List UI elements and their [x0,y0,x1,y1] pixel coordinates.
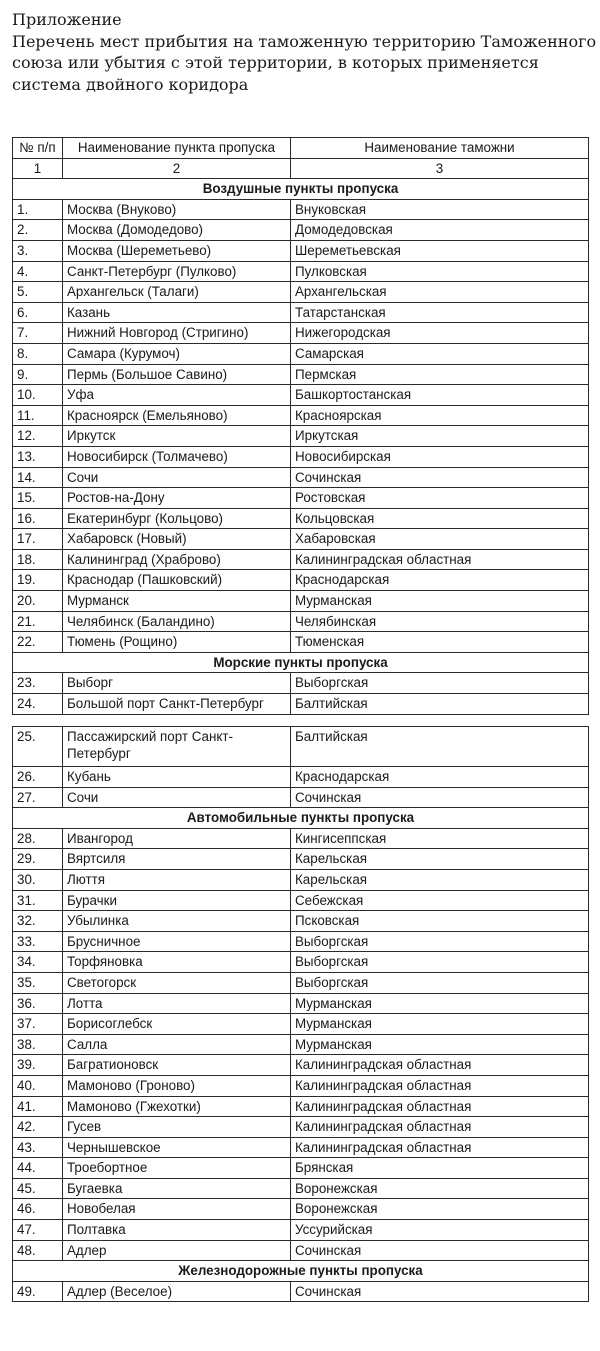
row-number-cell: 10. [13,385,63,406]
customs-name-cell: Новосибирская [291,446,589,467]
section-header-row [13,1261,589,1282]
row-number-cell: 23. [13,673,63,694]
customs-name-cell: Мурманская [291,591,589,612]
checkpoint-name-cell: Челябинск (Баландино) [63,611,291,632]
customs-name-cell: Шереметьевская [291,240,589,261]
checkpoint-name-cell: Нижний Новгород (Стригино) [63,323,291,344]
row-number-cell: 43. [13,1137,63,1158]
checkpoint-name-cell: Новосибирск (Толмачево) [63,446,291,467]
checkpoint-name-cell: Салла [63,1034,291,1055]
customs-name-cell: Кингисеппская [291,828,589,849]
table-row [13,1137,589,1158]
customs-name-cell: Калининградская областная [291,549,589,570]
section-header-row [13,652,589,673]
table-row [13,1178,589,1199]
table-row [13,488,589,509]
customs-name-cell: Выборгская [291,952,589,973]
customs-name-cell: Краснодарская [291,767,589,788]
column-numbers-row [13,158,589,179]
checkpoint-name-cell: Брусничное [63,931,291,952]
checkpoint-name-cell: Мурманск [63,591,291,612]
customs-name-cell: Сочинская [291,467,589,488]
row-number-cell: 35. [13,972,63,993]
table-row [13,972,589,993]
section-header-row [13,179,589,200]
customs-name-cell: Выборгская [291,931,589,952]
table-row [13,549,589,570]
checkpoint-name-cell: Самара (Курумоч) [63,343,291,364]
row-number-cell: 28. [13,828,63,849]
customs-name-cell: Башкортостанская [291,385,589,406]
checkpoint-name-cell: Мамоново (Гроново) [63,1075,291,1096]
section-title: Железнодорожные пункты пропуска [13,1261,589,1282]
checkpoint-name-cell: Уфа [63,385,291,406]
table-row [13,727,589,767]
table-row [13,931,589,952]
customs-name-cell: Ростовская [291,488,589,509]
customs-name-cell: Тюменская [291,632,589,653]
checkpoint-name-cell: Кубань [63,767,291,788]
row-number-cell: 20. [13,591,63,612]
customs-name-cell: Домодедовская [291,220,589,241]
customs-name-cell: Себежская [291,890,589,911]
row-number-cell: 49. [13,1281,63,1302]
checkpoint-name-cell: Москва (Шереметьево) [63,240,291,261]
section-title: Воздушные пункты пропуска [13,179,589,200]
row-number-cell: 41. [13,1096,63,1117]
row-number-cell: 14. [13,467,63,488]
customs-name-cell: Кольцовская [291,508,589,529]
table-row [13,529,589,550]
customs-name-cell: Сочинская [291,1281,589,1302]
column-header-checkpoint: Наименование пункта пропуска [63,138,291,159]
table-row [13,446,589,467]
table-row [13,364,589,385]
table-row [13,343,589,364]
checkpoint-name-cell: Тюмень (Рощино) [63,632,291,653]
row-number-cell: 7. [13,323,63,344]
customs-name-cell: Уссурийская [291,1220,589,1241]
row-number-cell: 36. [13,993,63,1014]
checkpoint-name-cell: Краснодар (Пашковский) [63,570,291,591]
customs-name-cell: Псковская [291,911,589,932]
checkpoint-name-cell: Адлер [63,1240,291,1261]
checkpoint-name-cell: Выборг [63,673,291,694]
section-title: Автомобильные пункты пропуска [13,808,589,829]
column-header-number: № п/п [13,138,63,159]
table-row [13,1281,589,1302]
customs-name-cell: Мурманская [291,993,589,1014]
row-number-cell: 1. [13,199,63,220]
checkpoint-name-cell: Убылинка [63,911,291,932]
customs-name-cell: Татарстанская [291,302,589,323]
row-number-cell: 47. [13,1220,63,1241]
table-row [13,673,589,694]
table-row [13,767,589,788]
customs-name-cell: Выборгская [291,673,589,694]
table-row [13,302,589,323]
list-title-line-3: система двойного коридора [12,74,249,94]
table-row [13,1055,589,1076]
customs-name-cell: Челябинская [291,611,589,632]
row-number-cell: 30. [13,869,63,890]
customs-name-cell: Калининградская областная [291,1075,589,1096]
table-row [13,890,589,911]
row-number-cell: 27. [13,787,63,808]
customs-name-cell: Калининградская областная [291,1137,589,1158]
customs-name-cell: Калининградская областная [291,1055,589,1076]
checkpoint-name-cell: Торфяновка [63,952,291,973]
table-row [13,1240,589,1261]
customs-name-cell: Карельская [291,869,589,890]
table-row [13,952,589,973]
checkpoint-name-cell: Гусев [63,1117,291,1138]
checkpoint-name-cell: Адлер (Веселое) [63,1281,291,1302]
table-row [13,570,589,591]
table-header-row [13,138,589,159]
table-row [13,787,589,808]
checkpoint-name-cell: Пермь (Большое Савино) [63,364,291,385]
row-number-cell: 42. [13,1117,63,1138]
checkpoint-name-cell: Полтавка [63,1220,291,1241]
checkpoint-name-cell: Троебортное [63,1158,291,1179]
table-row [13,261,589,282]
column-number-2: 2 [63,158,291,179]
customs-name-cell: Красноярская [291,405,589,426]
row-number-cell: 5. [13,282,63,303]
row-number-cell: 44. [13,1158,63,1179]
section-title: Морские пункты пропуска [13,652,589,673]
row-number-cell: 48. [13,1240,63,1261]
row-number-cell: 22. [13,632,63,653]
row-number-cell: 3. [13,240,63,261]
checkpoint-name-cell: Ростов-на-Дону [63,488,291,509]
customs-name-cell: Сочинская [291,1240,589,1261]
row-number-cell: 12. [13,426,63,447]
checkpoint-name-cell: Москва (Домодедово) [63,220,291,241]
table-row [13,869,589,890]
row-number-cell: 29. [13,849,63,870]
checkpoint-name-cell: Борисоглебск [63,1014,291,1035]
table-row [13,694,589,715]
table-row [13,405,589,426]
customs-name-cell: Калининградская областная [291,1117,589,1138]
table-row [13,611,589,632]
customs-name-cell: Пулковская [291,261,589,282]
checkpoint-name-cell: Багратионовск [63,1055,291,1076]
row-number-cell: 24. [13,694,63,715]
table-row [13,282,589,303]
list-title-line-1: Перечень мест прибытия на таможенную территорию Таможенного [12,31,597,51]
row-number-cell: 33. [13,931,63,952]
customs-name-cell: Мурманская [291,1034,589,1055]
table-row [13,1034,589,1055]
customs-name-cell: Воронежская [291,1199,589,1220]
row-number-cell: 13. [13,446,63,467]
column-number-1: 1 [13,158,63,179]
checkpoint-name-cell: Большой порт Санкт-Петербург [63,694,291,715]
customs-name-cell: Мурманская [291,1014,589,1035]
row-number-cell: 38. [13,1034,63,1055]
customs-name-cell: Воронежская [291,1178,589,1199]
row-number-cell: 25. [13,727,63,767]
table-row [13,323,589,344]
table-row [13,426,589,447]
appendix-title: Приложение [12,10,122,29]
checkpoint-name-cell: Сочи [63,787,291,808]
row-number-cell: 34. [13,952,63,973]
table-row [13,828,589,849]
customs-name-cell: Внуковская [291,199,589,220]
checkpoint-name-cell: Москва (Внуково) [63,199,291,220]
section-header-row [13,808,589,829]
row-number-cell: 19. [13,570,63,591]
row-number-cell: 32. [13,911,63,932]
checkpoint-name-cell: Архангельск (Талаги) [63,282,291,303]
customs-name-cell: Архангельская [291,282,589,303]
row-number-cell: 18. [13,549,63,570]
checkpoints-table-part-2 [12,726,589,1302]
customs-name-cell: Карельская [291,849,589,870]
customs-name-cell: Иркутская [291,426,589,447]
table-row [13,632,589,653]
table-row [13,467,589,488]
table-row [13,993,589,1014]
customs-name-cell: Нижегородская [291,323,589,344]
column-header-customs: Наименование таможни [291,138,589,159]
checkpoint-name-cell: Пассажирский порт Санкт-Петербург [63,727,291,767]
checkpoint-name-cell: Чернышевское [63,1137,291,1158]
checkpoint-name-cell: Вяртсиля [63,849,291,870]
row-number-cell: 8. [13,343,63,364]
row-number-cell: 9. [13,364,63,385]
row-number-cell: 2. [13,220,63,241]
row-number-cell: 21. [13,611,63,632]
checkpoint-name-cell: Иркутск [63,426,291,447]
table-row [13,1096,589,1117]
table-row [13,1158,589,1179]
checkpoint-name-cell: Хабаровск (Новый) [63,529,291,550]
table-row [13,220,589,241]
row-number-cell: 4. [13,261,63,282]
customs-name-cell: Сочинская [291,787,589,808]
table-row [13,240,589,261]
row-number-cell: 39. [13,1055,63,1076]
row-number-cell: 45. [13,1178,63,1199]
checkpoint-name-cell: Лотта [63,993,291,1014]
row-number-cell: 17. [13,529,63,550]
row-number-cell: 26. [13,767,63,788]
row-number-cell: 46. [13,1199,63,1220]
checkpoint-name-cell: Сочи [63,467,291,488]
table-row [13,849,589,870]
checkpoint-name-cell: Казань [63,302,291,323]
checkpoints-table-part-1 [12,137,589,715]
row-number-cell: 15. [13,488,63,509]
table-row [13,199,589,220]
customs-name-cell: Краснодарская [291,570,589,591]
table-row [13,911,589,932]
row-number-cell: 31. [13,890,63,911]
table-row [13,1220,589,1241]
table-row [13,1075,589,1096]
row-number-cell: 16. [13,508,63,529]
table-row [13,591,589,612]
document-header [12,9,597,95]
customs-name-cell: Хабаровская [291,529,589,550]
customs-name-cell: Самарская [291,343,589,364]
customs-name-cell: Калининградская областная [291,1096,589,1117]
customs-name-cell: Балтийская [291,727,589,767]
checkpoint-name-cell: Новобелая [63,1199,291,1220]
row-number-cell: 11. [13,405,63,426]
row-number-cell: 40. [13,1075,63,1096]
checkpoint-name-cell: Красноярск (Емельяново) [63,405,291,426]
checkpoint-name-cell: Ивангород [63,828,291,849]
column-number-3: 3 [291,158,589,179]
checkpoint-name-cell: Люття [63,869,291,890]
customs-name-cell: Выборгская [291,972,589,993]
customs-name-cell: Пермская [291,364,589,385]
table-row [13,1199,589,1220]
checkpoint-name-cell: Мамоново (Гжехотки) [63,1096,291,1117]
customs-name-cell: Брянская [291,1158,589,1179]
checkpoint-name-cell: Бугаевка [63,1178,291,1199]
row-number-cell: 37. [13,1014,63,1035]
checkpoint-name-cell: Екатеринбург (Кольцово) [63,508,291,529]
list-title-line-2: союза или убытия с этой территории, в которых применяется [12,53,539,72]
checkpoint-name-cell: Бурачки [63,890,291,911]
checkpoint-name-cell: Калининград (Храброво) [63,549,291,570]
table-row [13,1014,589,1035]
customs-name-cell: Балтийская [291,694,589,715]
table-row [13,508,589,529]
checkpoint-name-cell: Санкт-Петербург (Пулково) [63,261,291,282]
table-row [13,1117,589,1138]
checkpoint-name-cell: Светогорск [63,972,291,993]
table-row [13,385,589,406]
row-number-cell: 6. [13,302,63,323]
